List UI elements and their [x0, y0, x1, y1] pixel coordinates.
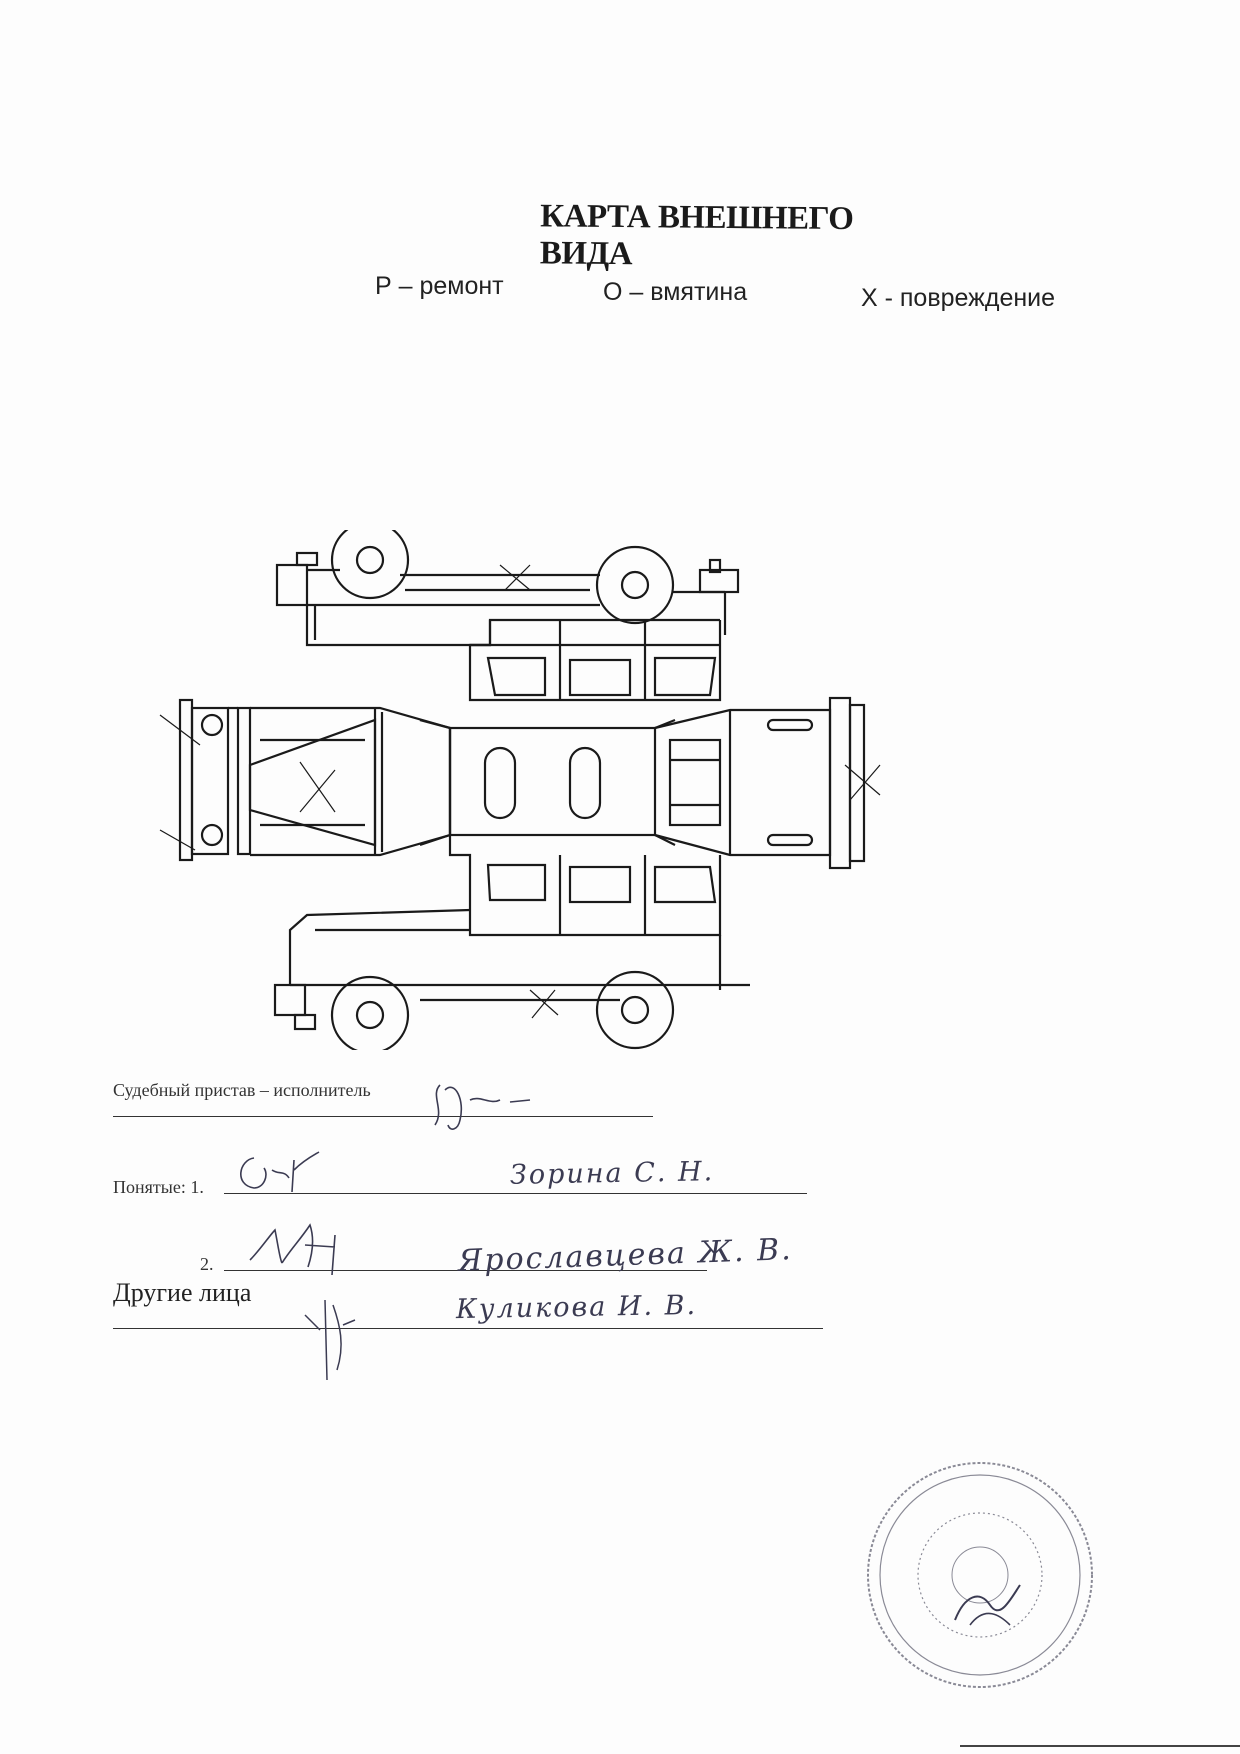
- witness2-number: 2.: [200, 1254, 214, 1274]
- witnesses-label: Понятые: 1.: [113, 1177, 204, 1197]
- bailiff-signature: [420, 1070, 540, 1140]
- legend-dent: О – вмятина: [603, 278, 748, 306]
- front-view: [655, 698, 880, 868]
- document-title: КАРТА ВНЕШНЕГО ВИДА: [539, 198, 854, 273]
- other-person-signature: [295, 1285, 375, 1385]
- witness1-name: Зорина С. Н.: [509, 1156, 715, 1191]
- bailiff-signature-line: [113, 1116, 653, 1117]
- legend-repair: Р – ремонт: [375, 272, 504, 300]
- witness2-signature: [240, 1205, 370, 1285]
- page-bottom-edge: [960, 1745, 1240, 1747]
- bottom-side-view: [275, 835, 750, 1050]
- legend-damage: Х - повреждение: [861, 284, 1056, 312]
- other-persons-label: Другие лица: [113, 1278, 252, 1307]
- bailiff-label: Судебный пристав – исполнитель: [113, 1080, 371, 1100]
- witness1-signature: [224, 1140, 334, 1200]
- roof-view: [420, 720, 675, 845]
- rear-view: [160, 700, 450, 860]
- other-person-name: Куликова И. В.: [455, 1289, 698, 1326]
- official-stamp: [860, 1455, 1100, 1695]
- witness2-name: Ярославцева Ж. В.: [457, 1232, 794, 1279]
- vehicle-diagram: [150, 530, 990, 1050]
- other-persons-signature-line: [113, 1328, 823, 1329]
- top-side-view: [277, 530, 738, 700]
